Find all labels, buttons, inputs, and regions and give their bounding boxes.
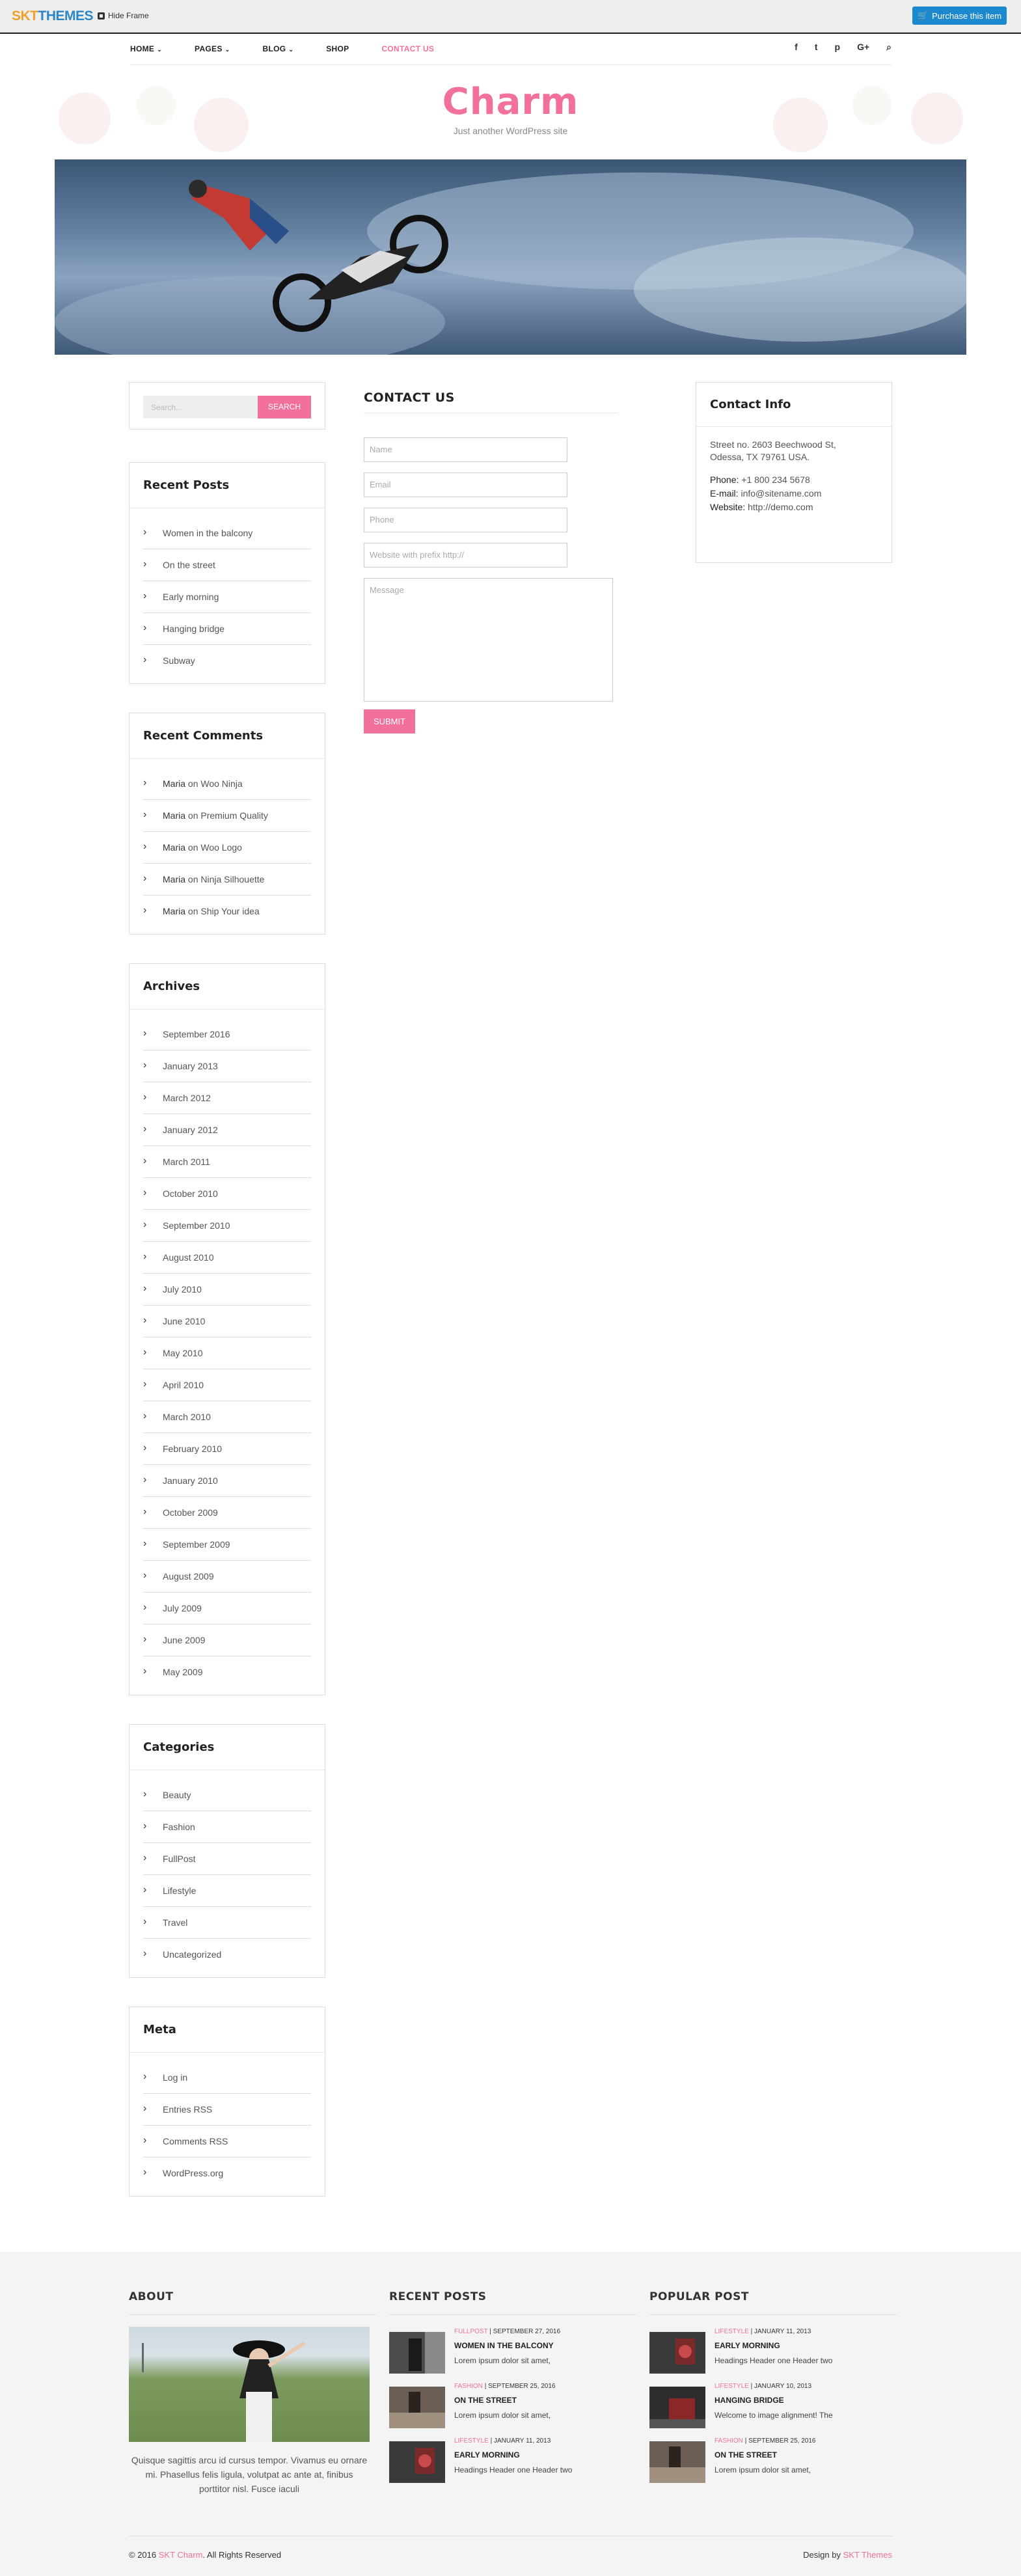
post-excerpt: Headings Header one Header two: [715, 2356, 833, 2365]
post-meta: [454, 2437, 551, 2445]
archive-link[interactable]: › March 2011: [143, 1146, 311, 1178]
post-date: SEPTEMBER 27, 2016: [493, 2328, 561, 2335]
archive-link[interactable]: › September 2016: [143, 1019, 311, 1050]
site-title[interactable]: Charm: [442, 81, 579, 123]
post-thumbnail-image: [649, 2441, 705, 2483]
hide-frame-link[interactable]: [98, 11, 149, 20]
recent-posts-widget: [129, 462, 325, 684]
purchase-button[interactable]: [912, 7, 1007, 25]
post-excerpt: Headings Header one Header two: [454, 2465, 573, 2474]
post-date: JANUARY 10, 2013: [754, 2383, 812, 2390]
archive-link[interactable]: › August 2010: [143, 1242, 311, 1274]
post-thumbnail-image: [389, 2387, 445, 2428]
post-thumbnail[interactable]: [389, 2441, 445, 2483]
woman-in-field-photo: [129, 2327, 370, 2442]
message-textarea[interactable]: Message: [364, 578, 613, 702]
archive-link[interactable]: › March 2010: [143, 1401, 311, 1433]
archive-link[interactable]: › June 2010: [143, 1306, 311, 1337]
nav-label: PAGES: [195, 44, 223, 53]
post-title[interactable]: WOMEN IN THE BALCONY: [454, 2341, 554, 2350]
archive-link[interactable]: › October 2009: [143, 1497, 311, 1529]
copyright-brand-link[interactable]: SKT Charm: [158, 2550, 203, 2560]
chevron-down-icon: ⌄: [157, 46, 163, 53]
email-link[interactable]: info@sitename.com: [741, 488, 822, 499]
archive-link[interactable]: › June 2009: [143, 1624, 311, 1656]
site-header: [0, 33, 1021, 156]
post-date: JANUARY 11, 2013: [754, 2328, 811, 2335]
footer-post-item[interactable]: [389, 2436, 636, 2484]
page-title: CONTACT US: [364, 382, 618, 413]
post-category[interactable]: LIFESTYLE: [715, 2383, 749, 2390]
search-input[interactable]: Search...: [143, 396, 258, 418]
archive-link[interactable]: › May 2009: [143, 1656, 311, 1688]
copyright-text: . All Rights Reserved: [202, 2550, 282, 2560]
address-line-1: Street no. 2603 Beechwood St,: [710, 439, 836, 450]
social-links: [795, 42, 892, 53]
email-label: E-mail:: [710, 488, 739, 499]
search-widget: [129, 382, 325, 430]
copyright: [129, 2550, 281, 2560]
archive-link[interactable]: › July 2009: [143, 1593, 311, 1624]
comment-author[interactable]: Maria: [163, 778, 186, 789]
post-excerpt: Lorem ipsum dolor sit amet,: [454, 2411, 551, 2420]
categories-widget: [129, 1724, 325, 1978]
widget-title: Meta: [129, 2007, 325, 2053]
comment-post-link[interactable]: Woo Logo: [200, 842, 242, 853]
widget-title: Archives: [129, 964, 325, 1009]
contact-form: [364, 382, 618, 726]
footer-heading: POPULAR POST: [649, 2290, 897, 2315]
archive-link[interactable]: › May 2010: [143, 1337, 311, 1369]
search-button[interactable]: SEARCH: [258, 396, 311, 418]
post-meta: [715, 2328, 811, 2335]
archive-link[interactable]: › August 2009: [143, 1561, 311, 1593]
meta-separator: |: [490, 2437, 493, 2445]
post-excerpt: Lorem ipsum dolor sit amet,: [715, 2465, 811, 2474]
name-field[interactable]: Name: [364, 437, 567, 462]
archive-link[interactable]: › April 2010: [143, 1369, 311, 1401]
archive-link[interactable]: › September 2009: [143, 1529, 311, 1561]
comment-post-link[interactable]: Woo Ninja: [200, 778, 243, 789]
comment-post-link[interactable]: Ship Your idea: [200, 906, 260, 916]
website-link[interactable]: http://demo.com: [748, 502, 813, 512]
recent-post-link[interactable]: › Women in the balcony: [143, 517, 311, 549]
post-excerpt: Welcome to image alignment! The: [715, 2411, 833, 2420]
footer-post-item[interactable]: [649, 2436, 897, 2484]
google-plus-icon[interactable]: G+: [857, 42, 870, 52]
branding: [0, 81, 1021, 136]
archive-link[interactable]: › March 2012: [143, 1082, 311, 1114]
website-field[interactable]: Website with prefix http://: [364, 543, 567, 568]
purchase-label: Purchase this item: [932, 10, 1002, 21]
footer-post-item[interactable]: [649, 2381, 897, 2430]
archive-link[interactable]: › February 2010: [143, 1433, 311, 1465]
widget-title: Categories: [129, 1725, 325, 1770]
meta-separator: |: [750, 2383, 753, 2390]
design-label: Design by: [803, 2550, 841, 2560]
post-meta: [715, 2437, 815, 2445]
search-icon[interactable]: ⌕: [886, 42, 892, 52]
hide-frame-label: Hide Frame: [108, 11, 149, 20]
footer-heading: ABOUT: [129, 2290, 376, 2315]
email-field[interactable]: Email: [364, 473, 567, 497]
nav-home[interactable]: [130, 44, 162, 53]
meta-separator: |: [489, 2328, 491, 2335]
archive-link[interactable]: › January 2010: [143, 1465, 311, 1497]
post-thumbnail[interactable]: [649, 2441, 705, 2483]
post-category[interactable]: FASHION: [454, 2383, 483, 2390]
main-nav: [130, 34, 892, 65]
nav-label: BLOG: [262, 44, 286, 53]
widget-title: Recent Comments: [129, 713, 325, 759]
post-thumbnail[interactable]: [389, 2332, 445, 2374]
comment-post-link[interactable]: Premium Quality: [200, 810, 268, 821]
hero-image: [55, 159, 966, 355]
phone-field[interactable]: Phone: [364, 508, 567, 532]
phone-label: Phone:: [710, 474, 739, 485]
post-thumbnail-image: [389, 2332, 445, 2374]
website-line: [710, 501, 878, 514]
submit-button[interactable]: SUBMIT: [364, 709, 415, 733]
contact-info-widget: [696, 382, 892, 563]
recent-post-link[interactable]: › Early morning: [143, 581, 311, 613]
category-link[interactable]: › FullPost: [143, 1843, 311, 1875]
footer-post-item[interactable]: [649, 2327, 897, 2375]
nav-label: HOME: [130, 44, 155, 53]
recent-post-link[interactable]: › Hanging bridge: [143, 613, 311, 645]
about-image: [129, 2327, 370, 2442]
widget-title: Contact Info: [696, 383, 892, 427]
post-thumbnail-image: [649, 2332, 705, 2374]
footer-popular-posts: [649, 2290, 897, 2474]
comment-on: on: [187, 810, 198, 821]
archive-link[interactable]: › September 2010: [143, 1210, 311, 1242]
email-line: [710, 487, 878, 500]
chevron-down-icon: ⌄: [288, 46, 294, 53]
comment-item: [143, 800, 311, 832]
skt-themes-logo[interactable]: [12, 8, 93, 24]
meta-link[interactable]: › Log in: [143, 2062, 311, 2094]
logo-part-1: SKT: [12, 8, 38, 23]
logo-part-2: THEMES: [38, 8, 94, 23]
post-meta: [454, 2328, 560, 2335]
post-title[interactable]: ON THE STREET: [454, 2396, 517, 2405]
website-label: Website:: [710, 502, 746, 512]
site-footer: [0, 2252, 1021, 2576]
nav-label: SHOP: [326, 44, 349, 53]
twitter-icon[interactable]: t: [814, 42, 818, 52]
comment-author[interactable]: Maria: [163, 906, 186, 916]
nav-contact-us[interactable]: [381, 44, 434, 53]
facebook-icon[interactable]: f: [795, 42, 798, 52]
site-tagline: Just another WordPress site: [453, 126, 568, 136]
copyright-year: © 2016: [129, 2550, 157, 2560]
category-link[interactable]: › Lifestyle: [143, 1875, 311, 1907]
frame-icon: [98, 12, 105, 20]
phone-value: +1 800 234 5678: [741, 474, 810, 485]
cart-icon: 🛒: [917, 10, 929, 20]
comment-post-link[interactable]: Ninja Silhouette: [200, 874, 265, 884]
nav-shop[interactable]: [326, 44, 349, 53]
comment-on: on: [187, 842, 198, 853]
archive-link[interactable]: › January 2013: [143, 1050, 311, 1082]
post-thumbnail-image: [389, 2441, 445, 2483]
archives-widget: [129, 963, 325, 1695]
recent-comments-widget: [129, 713, 325, 935]
archive-link[interactable]: › July 2010: [143, 1274, 311, 1306]
widget-title: Recent Posts: [129, 463, 325, 508]
post-date: JANUARY 11, 2013: [493, 2437, 551, 2445]
meta-widget: [129, 2007, 325, 2197]
nav-label: CONTACT US: [381, 44, 435, 53]
post-meta: [715, 2383, 811, 2390]
post-category[interactable]: FULLPOST: [454, 2328, 488, 2335]
category-link[interactable]: › Uncategorized: [143, 1939, 311, 1971]
about-text: Quisque sagittis arcu id cursus tempor. Vivamus eu ornare mi. Phasellus felis ligula, volutpat ac ante at, finibus porttitor nisl. Fusce iaculi: [131, 2455, 368, 2494]
comment-on: on: [187, 874, 198, 884]
post-category[interactable]: LIFESTYLE: [715, 2328, 749, 2335]
meta-link[interactable]: › Comments RSS: [143, 2126, 311, 2158]
post-excerpt: Lorem ipsum dolor sit amet,: [454, 2356, 551, 2365]
phone-line: [710, 474, 878, 486]
motocross-photo: [55, 159, 966, 355]
archive-link[interactable]: › January 2012: [143, 1114, 311, 1146]
post-thumbnail[interactable]: [649, 2332, 705, 2374]
post-meta: [454, 2383, 555, 2390]
comment-item: [143, 896, 311, 927]
comment-item: [143, 864, 311, 896]
post-thumbnail-image: [649, 2387, 705, 2428]
category-link[interactable]: › Fashion: [143, 1811, 311, 1843]
footer-post-item[interactable]: [389, 2381, 636, 2430]
address-line-2: Odessa, TX 79761 USA.: [710, 452, 810, 462]
meta-separator: |: [750, 2328, 753, 2335]
address: [710, 439, 878, 463]
meta-link[interactable]: › WordPress.org: [143, 2158, 311, 2189]
category-link[interactable]: › Travel: [143, 1907, 311, 1939]
recent-post-link[interactable]: › Subway: [143, 645, 311, 677]
post-title[interactable]: EARLY MORNING: [715, 2341, 780, 2350]
design-credit: [803, 2550, 892, 2560]
footer-heading: RECENT POSTS: [389, 2290, 636, 2315]
post-date: SEPTEMBER 25, 2016: [748, 2437, 816, 2445]
meta-separator: |: [744, 2437, 747, 2445]
footer-post-item[interactable]: [389, 2327, 636, 2375]
design-brand-link[interactable]: SKT Themes: [843, 2550, 892, 2560]
post-date: SEPTEMBER 25, 2016: [488, 2383, 556, 2390]
nav-pages[interactable]: [195, 44, 230, 53]
footer-recent-posts: [389, 2290, 636, 2474]
comment-author[interactable]: Maria: [163, 842, 186, 853]
post-title[interactable]: HANGING BRIDGE: [715, 2396, 784, 2405]
category-link[interactable]: › Beauty: [143, 1779, 311, 1811]
post-category[interactable]: FASHION: [715, 2437, 743, 2445]
comment-item: [143, 832, 311, 864]
post-title[interactable]: ON THE STREET: [715, 2450, 778, 2460]
meta-link[interactable]: › Entries RSS: [143, 2094, 311, 2126]
demo-topbar: [0, 0, 1021, 33]
archive-link[interactable]: › October 2010: [143, 1178, 311, 1210]
post-thumbnail[interactable]: [649, 2387, 705, 2428]
comment-author[interactable]: Maria: [163, 810, 186, 821]
footer-about: [129, 2290, 376, 2494]
post-title[interactable]: EARLY MORNING: [454, 2450, 520, 2460]
comment-author[interactable]: Maria: [163, 874, 186, 884]
pinterest-icon[interactable]: p: [834, 42, 841, 52]
comment-on: on: [187, 778, 198, 789]
comment-on: on: [187, 906, 198, 916]
comment-item: [143, 768, 311, 800]
post-thumbnail[interactable]: [389, 2387, 445, 2428]
nav-blog[interactable]: [263, 44, 294, 53]
post-category[interactable]: LIFESTYLE: [454, 2437, 489, 2445]
recent-post-link[interactable]: › On the street: [143, 549, 311, 581]
chevron-down-icon: ⌄: [225, 46, 230, 53]
meta-separator: |: [484, 2383, 487, 2390]
